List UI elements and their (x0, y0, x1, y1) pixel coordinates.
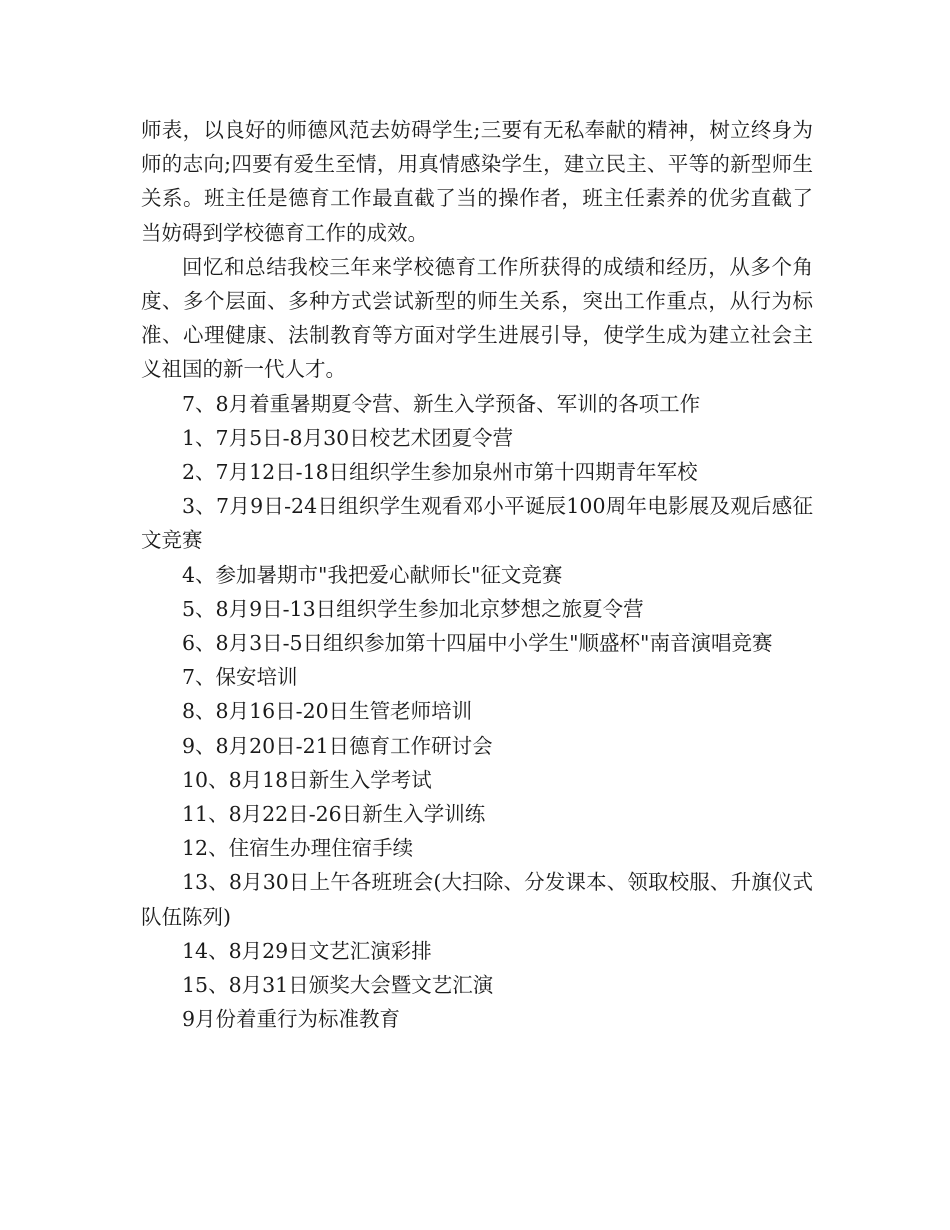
list-item: 10、8月18日新生入学考试 (182, 767, 432, 792)
list-item: 14、8月29日文艺汇演彩排 (182, 938, 432, 963)
list-item: 7、保安培训 (182, 665, 298, 690)
list-item: 8、8月16日-20日生管老师培训 (182, 699, 473, 724)
list-item: 5、8月9日-13日组织学生参加北京梦想之旅夏令营 (182, 596, 644, 621)
list-item: 15、8月31日颁奖大会暨文艺汇演 (182, 973, 494, 998)
list-item: 13、8月30日上午各班班会(大扫除、分发课本、领取校服、升旗仪式队伍陈列) (141, 870, 813, 929)
document-body (141, 113, 813, 1036)
list-item: 11、8月22日-26日新生入学训练 (182, 802, 486, 827)
list-item: 9、8月20日-21日德育工作研讨会 (182, 733, 493, 758)
list-item: 4、参加暑期市"我把爱心献师长"征文竞赛 (182, 562, 563, 587)
section-heading: 9月份着重行为标准教育 (182, 1007, 401, 1032)
paragraph-text: 师表，以良好的师德风范去妨碍学生;三要有无私奉献的精神，树立终身为师的志向;四要有爱生至情，用真情感染学生，建立民主、平等的新型师生关系。班主任是德育工作最直截了当的操作者，班主任素养的优劣直截了当妨碍到学校德育工作的成效。 (141, 118, 813, 245)
list-item: 6、8月3日-5日组织参加第十四届中小学生"顺盛杯"南音演唱竞赛 (182, 631, 773, 656)
list-item: 1、7月5日-8月30日校艺术团夏令营 (182, 425, 514, 450)
list-item: 3、7月9日-24日组织学生观看邓小平诞辰100周年电影展及观后感征文竞赛 (141, 494, 813, 553)
list-item: 2、7月12日-18日组织学生参加泉州市第十四期青年军校 (182, 460, 698, 485)
section-heading: 7、8月着重暑期夏令营、新生入学预备、军训的各项工作 (182, 391, 701, 416)
list-item: 12、住宿生办理住宿手续 (182, 836, 414, 861)
paragraph-text: 回忆和总结我校三年来学校德育工作所获得的成绩和经历，从多个角度、多个层面、多种方式尝试新型的师生关系，突出工作重点，从行为标准、心理健康、法制教育等方面对学生进展引导，使学生成为建立社会主义祖国的新一代人才。 (141, 254, 813, 382)
